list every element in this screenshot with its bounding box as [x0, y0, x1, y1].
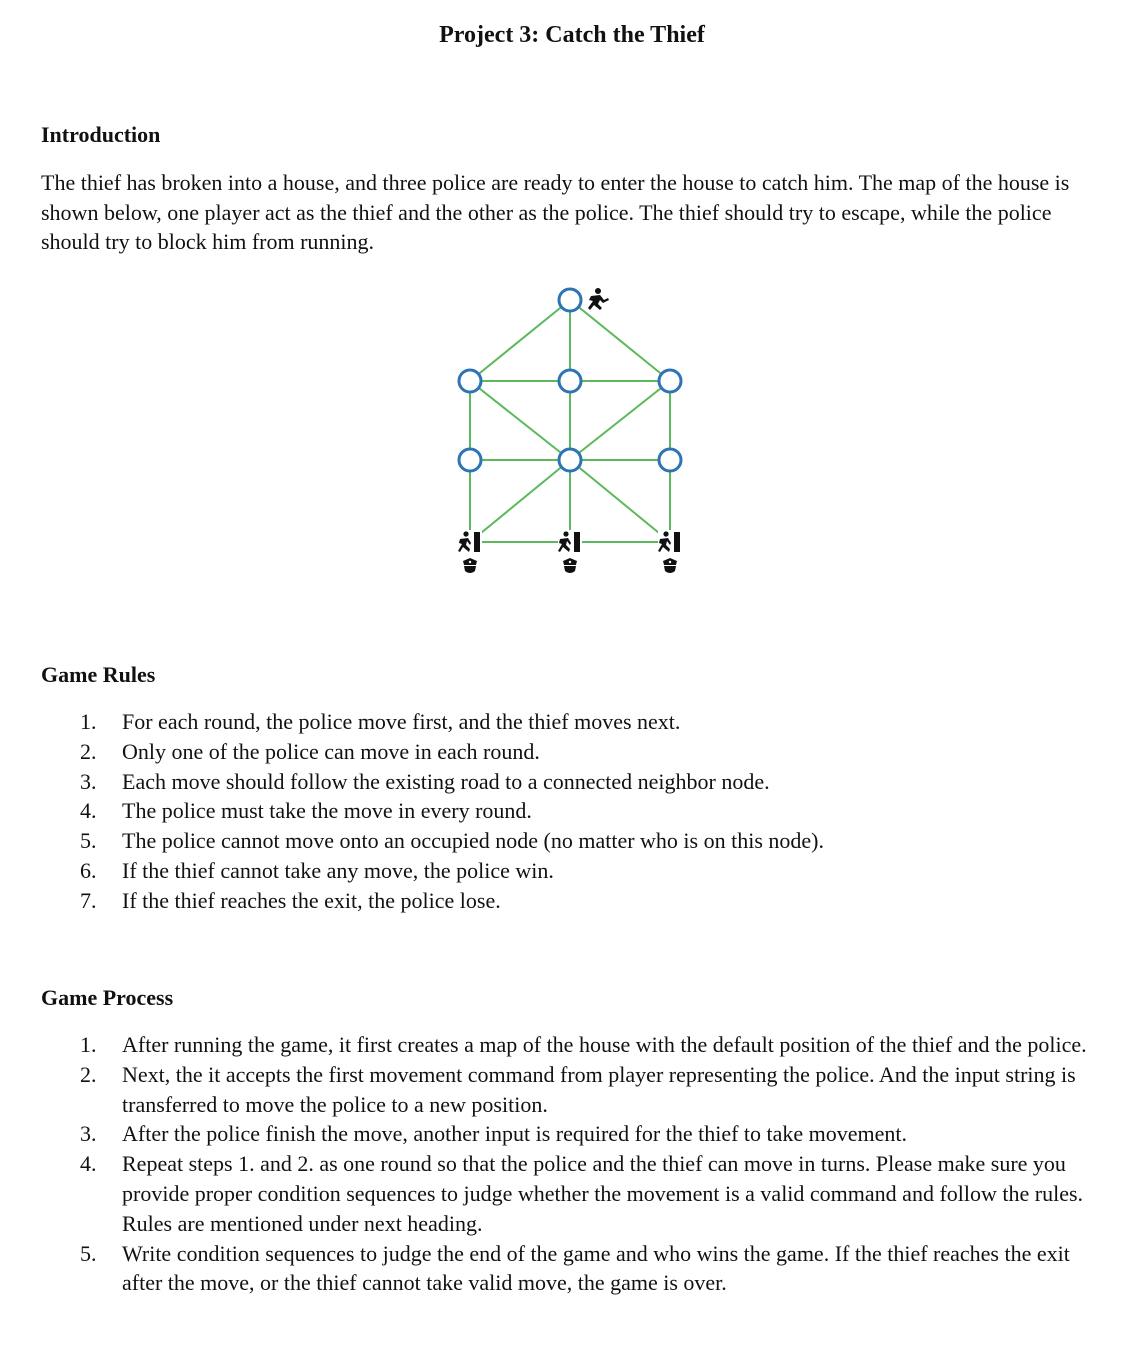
list-text: The police cannot move onto an occupied node (no matter who is on this node). [122, 828, 824, 854]
list-text: After the police finish the move, another input is required for the thief to take movement. [122, 1121, 908, 1147]
road [470, 300, 570, 381]
police-positions [458, 530, 682, 573]
road [570, 300, 670, 381]
list-number: 3. [80, 768, 97, 794]
list-number: 1. [80, 1032, 97, 1057]
list-number: 4. [80, 1151, 97, 1177]
list-text: Only one of the police can move in each round. [122, 738, 540, 764]
game-process-heading: Game Process [41, 985, 174, 1010]
game-rules-heading: Game Rules [41, 662, 156, 687]
list-text: The police must take the move in every round. [122, 798, 532, 824]
list-item [80, 826, 1110, 856]
list-item [80, 796, 1110, 826]
list-item [80, 1030, 1110, 1060]
road [470, 460, 570, 542]
list-item [80, 707, 1110, 737]
list-item [80, 1149, 1110, 1238]
police-icon [563, 558, 577, 573]
list-text: Repeat steps 1. and 2. as one round so that the police and the thief can move in turns. Please make sure you provide proper condition sequences to judge whether the movement is a valid command and follow the rules. Rules are mentioned under next heading. [122, 1151, 1084, 1236]
node-thief-start [559, 449, 581, 471]
game-process-list [80, 1030, 1110, 1298]
list-item [80, 1060, 1110, 1120]
exit-sign-icon [558, 530, 582, 554]
list-text: Each move should follow the existing road to a connected neighbor node. [122, 768, 770, 794]
node [659, 449, 681, 471]
list-number: 3. [80, 1121, 97, 1147]
police-icon [663, 558, 677, 573]
list-item [80, 737, 1110, 767]
road [570, 381, 670, 460]
list-item [80, 767, 1110, 797]
list-number: 1. [80, 709, 97, 734]
node [659, 370, 681, 392]
page-title: Project 3: Catch the Thief [439, 22, 705, 48]
list-number: 6. [80, 857, 97, 883]
list-item [80, 1239, 1110, 1299]
introduction-text: The thief has broken into a house, and three police are ready to enter the house to catch him. The map of the house is shown below, one player act as the thief and the other as the police. The thief should try to escape, while the police should try to block him from running. [41, 170, 1070, 254]
police-icon [463, 558, 477, 573]
list-number: 7. [80, 887, 97, 913]
list-number: 5. [80, 828, 97, 854]
introduction-heading: Introduction [41, 122, 161, 147]
road [570, 460, 670, 542]
list-text: For each round, the police move first, and the thief moves next. [122, 709, 681, 734]
map-roads [470, 300, 670, 542]
exit-sign-icon [658, 530, 682, 554]
list-number: 2. [80, 738, 97, 764]
road [470, 381, 570, 460]
list-text: Next, the it accepts the first movement command from player representing the police. And the input string is transferred to move the police to a new position. [122, 1061, 1076, 1117]
game-rules-list [80, 707, 1110, 916]
list-number: 2. [80, 1061, 97, 1087]
list-item [80, 856, 1110, 886]
list-text: If the thief reaches the exit, the police lose. [122, 887, 501, 913]
list-number: 5. [80, 1240, 97, 1266]
thief-icon [588, 288, 609, 310]
node-exit [559, 289, 581, 311]
house-map [440, 280, 700, 590]
list-text: After running the game, it first creates a map of the house with the default position of the thief and the police. [122, 1032, 1087, 1057]
list-text: Write condition sequences to judge the end of the game and who wins the game. If the thief reaches the exit after the move, or the thief cannot take valid move, the game is over. [122, 1240, 1070, 1296]
node [559, 370, 581, 392]
exit-sign-icon [458, 530, 482, 554]
node [459, 449, 481, 471]
list-item [80, 1119, 1110, 1149]
list-text: If the thief cannot take any move, the police win. [122, 857, 554, 883]
node [459, 370, 481, 392]
list-item [80, 886, 1110, 916]
list-number: 4. [80, 798, 97, 824]
